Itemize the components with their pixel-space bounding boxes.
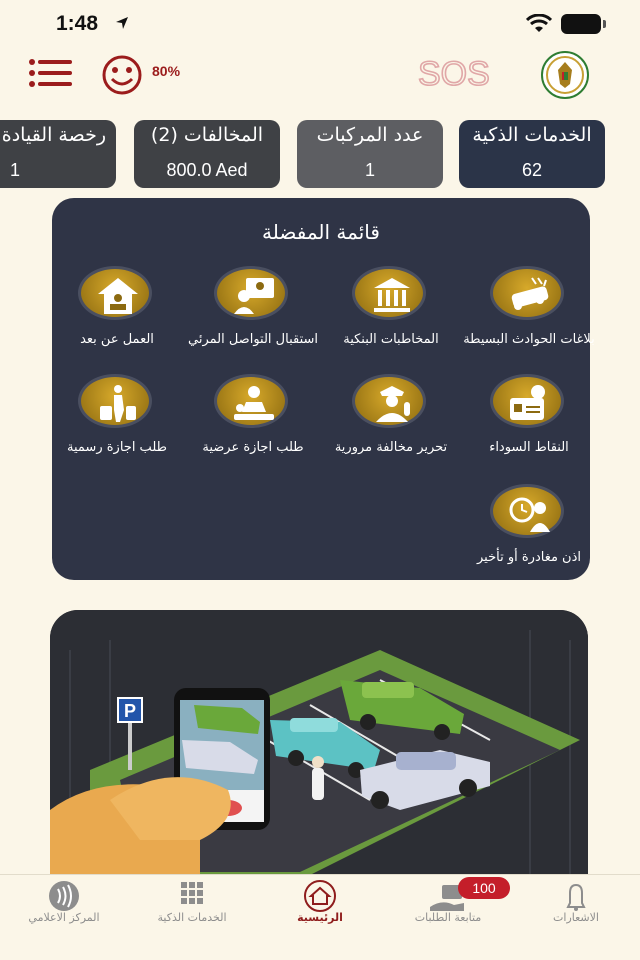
traffic-police-icon <box>352 374 426 428</box>
stat-label: عدد المركبات <box>316 124 424 146</box>
grid-icon <box>172 879 212 913</box>
sos-label: SOS <box>418 55 490 93</box>
tab-smart-services[interactable] <box>128 875 256 935</box>
tab-label: الخدمات الذكية <box>157 911 227 924</box>
stat-label: المخالفات (2) <box>150 124 264 146</box>
black-points-icon <box>490 374 564 428</box>
stat-label: رخصة القيادة <box>1 124 106 146</box>
tab-home[interactable] <box>256 875 384 935</box>
favorite-remote-work[interactable] <box>52 266 182 366</box>
favorite-video-call[interactable] <box>188 266 318 366</box>
stat-card-license[interactable] <box>0 120 116 188</box>
stat-card-violations[interactable] <box>134 120 280 188</box>
video-call-icon <box>214 266 288 320</box>
favorite-label: النقاط السوداء <box>489 440 569 455</box>
sos-button[interactable] <box>418 53 514 93</box>
media-icon <box>44 879 84 913</box>
favorite-label: المخاطبات البنكية <box>343 332 439 347</box>
police-emblem-logo <box>540 50 590 100</box>
menu-icon[interactable] <box>28 58 74 88</box>
stat-card-vehicles[interactable] <box>297 120 443 188</box>
satisfaction-percent: 80% <box>152 63 181 79</box>
requests-badge: 100 <box>458 877 510 899</box>
favorite-label: العمل عن بعد <box>80 332 154 347</box>
home-icon <box>300 879 340 913</box>
stats-row <box>0 120 640 190</box>
favorites-panel <box>52 198 595 580</box>
location-arrow-icon <box>114 15 130 31</box>
bell-icon <box>556 879 596 913</box>
tab-label: الرئيسية <box>297 911 343 924</box>
tab-notifications[interactable] <box>512 875 640 935</box>
tab-media-center[interactable] <box>0 875 128 935</box>
stat-card-smart-services[interactable] <box>459 120 605 188</box>
favorite-bank-letters[interactable] <box>326 266 456 366</box>
sick-leave-icon <box>214 374 288 428</box>
stat-value: 62 <box>521 160 543 180</box>
favorite-label: بلاغات الحوادث البسيطة <box>463 332 595 347</box>
clock-user-icon <box>490 484 564 538</box>
status-time: 1:48 <box>56 12 99 35</box>
favorites-title: قائمة المفضلة <box>262 220 380 244</box>
bottom-tab-bar <box>0 874 640 960</box>
bank-icon <box>352 266 426 320</box>
person-figure <box>312 756 324 800</box>
favorite-sick-leave[interactable] <box>188 374 318 474</box>
parking-sign-letter: P <box>124 701 137 721</box>
tab-label: الاشعارات <box>553 911 599 924</box>
tab-label: متابعة الطلبات <box>414 911 482 924</box>
favorite-accident-reports[interactable] <box>464 266 594 366</box>
stat-value: 1 <box>9 160 20 180</box>
favorite-black-points[interactable] <box>464 374 594 474</box>
favorite-traffic-violation[interactable] <box>326 374 456 474</box>
favorite-label: استقبال التواصل المرئي <box>187 332 319 347</box>
header <box>0 50 640 100</box>
battery-icon <box>561 14 601 34</box>
favorite-label: تحرير مخالفة مرورية <box>334 440 448 455</box>
favorite-label: اذن مغادرة أو تأخير <box>476 550 582 565</box>
travel-leave-icon <box>78 374 152 428</box>
status-bar <box>0 0 640 50</box>
stat-value: 1 <box>364 160 375 180</box>
remote-work-icon <box>78 266 152 320</box>
favorite-label: طلب اجازة رسمية <box>67 440 167 455</box>
tab-label: المركز الاعلامي <box>28 911 100 924</box>
stat-value: 800.0 Aed <box>166 160 248 180</box>
favorite-label: طلب اجازة عرضية <box>202 440 304 455</box>
wifi-icon <box>526 14 552 34</box>
favorite-permission-leave[interactable] <box>464 484 594 574</box>
stat-label: الخدمات الذكية <box>472 124 592 146</box>
favorite-official-leave[interactable] <box>52 374 182 474</box>
parking-banner[interactable] <box>50 610 588 880</box>
car-accident-icon <box>490 266 564 320</box>
happiness-meter-icon[interactable] <box>100 53 144 97</box>
